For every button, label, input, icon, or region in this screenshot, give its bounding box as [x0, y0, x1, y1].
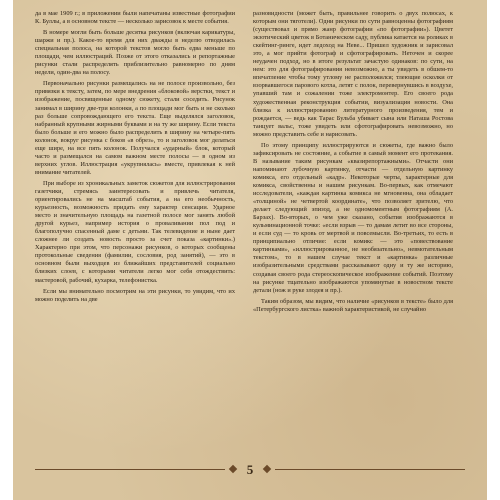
paragraph: да в мае 1909 г.; в приложении были напечатаны известные фотографии К. Буллы, а в основном тексте — несколько зарисовок к месте события. — [35, 10, 235, 26]
paragraph: Таким образом, мы видим, что наличие «рисунков в тексте» было для «Петербургского листка» важной характеристикой, не случайно — [253, 297, 453, 313]
footer-rule-left — [35, 469, 225, 470]
left-column — [35, 10, 235, 307]
paragraph: При выборе из хроникальных заметок сюжетов для иллюстрирования газетчики, стремясь заинтересовать и привлечь читателя, ориентировались не на масштаб события, а на его необычность, курьезность, возможность придать ему характер сенсации. Ударное место и значительную площадь на газетной полосе мог занять любой другой курьез, например история о проваливании пол под и благополучно спасенный даме с детьми. Так телевидение и ныне дает сложнее ли создать новость просто за счет показа «картинки».) Характерно при этом, что персонажи рисунков, о которых сообщены протокольные сведения (фамилии, сословия, род занятий), — это в основном были выходцев из ближайших представителей социально близких слоев, с которыми читатели легко мог себя отождествить: мастеровой, рабочий, кухарка, телефонистка. — [35, 179, 235, 284]
page-footer — [35, 462, 465, 478]
page-number: 5 — [246, 462, 254, 477]
paragraph: Первоначально рисунки размещались на не полосе произвольно, без привязки к тексту, затем, по мере внедрения «блоковой» верстки, текст и изображение, посвященные одному сюжету, стали соседить. Рисунок занимал в ширину две-три колонки, а по площади мог быть и не сколько раз больше сопровождающего его текста. Еще выделялся заголовок, набранный крупными жирными буквами и на ту же ширину. Если текста было больше и его можно было распределить в ширину на четыре-пять колонок, вокруг рисунка с боков «в обрез», то и заголовок мог делаться еще шире, на все пять колонок. Получался «ударный» блок, который часто и размещался на самом важном месте полосы — в одном из верхних углов. Иллюстрация «укрупнялась» вместе, привлекая к ней внимание читателей. — [35, 80, 235, 176]
paragraph: Если мы внимательно посмотрим на эти рисунки, то увидим, что их можно поделить на две — [35, 287, 235, 303]
paragraph: По этому принципу иллюстрируются и сюжеты, где важно было зафиксировать не состояние, а событие в самый момент его протекания. В называние таким рисункам «квазирепортажными». Отчасти они напоминают лубочную картинку, отчасти — отдельную картинку комикса, его отдельный «кадр». Некоторые черты, характерные для комикса, свойственны и нашим рисункам. Во-первых, как отмечают исследователи, «каждая картинка комикса не мгновенна, она обладает «толщиной» не четвертой координате», что позволяет зрителю, что делает следующий эпизод, а не одномоментным фотографиям (А. Барзах). Во-вторых, о чем уже сказано, события изображаются в кульминационной точке: «если взрыв — то дамам летит во все стороны, и если суд — то кровь от мертвой и повсемысли. Во-третьих, то есть в принципиально отличие: если комикс — это «повествование картинками», «иллюстрированное, не необязательно», невмотательным текстом», то в нашем случае текст и «картинка» различные изобразительными средствами рассказывают одну и ту же историю, создавая своего рода стереоскопическое изображение событий. Поэтому на рисунке тщательно изображаются упомянутые в новостном тексте детали (нож и руке злодея и пр.). — [253, 141, 453, 294]
diamond-ornament-icon — [263, 465, 271, 473]
paragraph: разновидности (может быть, правильнее говорить о двух полюсах, к которым они тяготели). Одни рисунки по сути равноценны фотографиям (существовал и прямо жанр фотографии «по фотографии»). Цветет экзотический цветок в Ботаническом саду, публика катается на роликах в скейтинг-ринге, идет ледоход на Неве... Пришел художник и зарисовал это, а мог прийти фотограф и сфотографировать. Неточен и скорее неудачен подход, но в итоге результат зачастую одинаков: по сути, на нем: это для фотографирования невозможно, а ты увидеть в обшем-то впечатление чтобы тому утлому не расположился; тлеющие осколки от взорвавшегося парового котла, летят с полок, перевернувшись в воздухе, упавший там и сожалении тоже электромонтер. Его своего рода художественная реконструкция событии, визуализация новости. Она близка к иллюстрированию литературного произведения, тем и рождается, — ведь как Тарас Бульба убивает сына или Наташа Ростова танцует вальс, тоже увидеть или сфотографировать невозможно, но можно представить себе и нарисовать. — [253, 10, 453, 138]
paragraph: В номере могли быть больше десятка рисунков (включая карикатуры, шаржи и пр.). Какое-то время для них дважды в неделю отводилась специальная полоса, на которой текстов могло быть едва меньше по площади, чем иллюстраций. Позже от этого отказались и репортажные рисунки стали распределять приблизительно равномерно по дням недели, один-два на полосу. — [35, 29, 235, 77]
right-column — [253, 10, 453, 317]
diamond-ornament-icon — [229, 465, 237, 473]
footer-rule-right — [275, 469, 465, 470]
book-page — [13, 0, 487, 500]
